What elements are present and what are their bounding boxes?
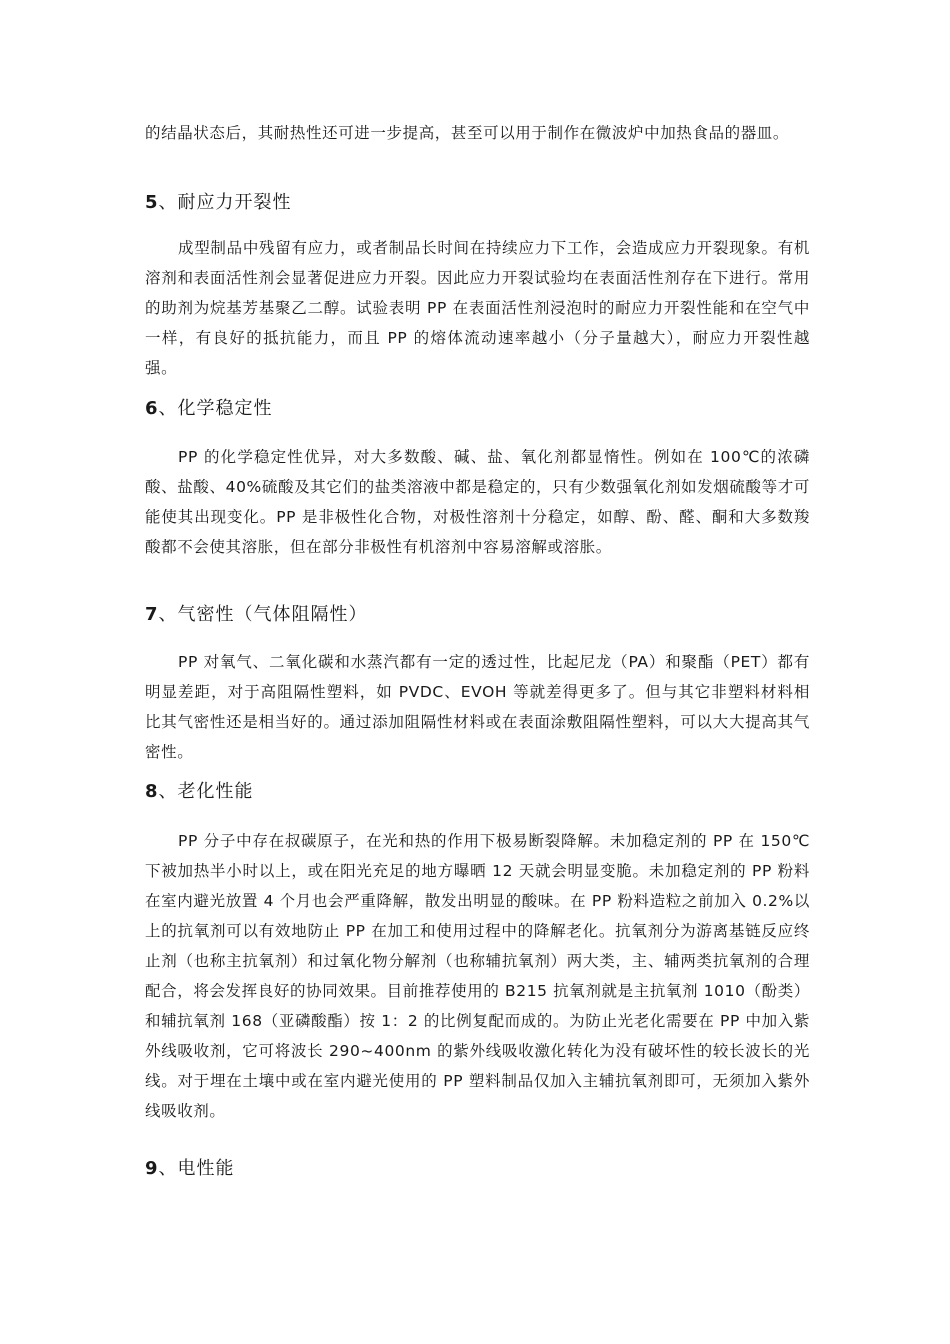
section-title: 、耐应力开裂性 [158,192,292,213]
section-number: 9 [145,1158,159,1179]
paragraph-chemical-stability: PP 的化学稳定性优异，对大多数酸、碱、盐、氧化剂都显惰性。例如在 100℃的浓磷酸、盐酸、40%硫酸及其它们的盐类溶液中都是稳定的，只有少数强氧化剂如发烟硫酸等才可能使其出现变化。PP 是非极性化合物，对极性溶剂十分稳定，如醇、酚、醛、酮和大多数羧酸都不会使其溶胀，但在部分非极性有机溶剂中容易溶解或溶胀。 [145,448,810,556]
section-heading-5 [145,188,292,218]
paragraph-stress-cracking: 成型制品中残留有应力，或者制品长时间在持续应力下工作，会造成应力开裂现象。有机溶剂和表面活性剂会显著促进应力开裂。因此应力开裂试验均在表面活性剂存在下进行。常用的助剂为烷基芳基聚乙二醇。试验表明 PP 在表面活性剂浸泡时的耐应力开裂性能和在空气中一样，有良好的抵抗能力，而且 PP 的熔体流动速率越小（分子量越大），耐应力开裂性越强。 [145,239,810,377]
paragraph-gas-barrier: PP 对氧气、二氧化碳和水蒸汽都有一定的透过性，比起尼龙（PA）和聚酯（PET）都有明显差距，对于高阻隔性塑料，如 PVDC、EVOH 等就差得更多了。但与其它非塑料材料相比其气密性还是相当好的。通过添加阻隔性材料或在表面涂敷阻隔性塑料，可以大大提高其气密性。 [145,653,810,761]
section-heading-9 [145,1154,235,1184]
paragraph-aging: PP 分子中存在叔碳原子，在光和热的作用下极易断裂降解。未加稳定剂的 PP 在 150℃下被加热半小时以上，或在阳光充足的地方曝晒 12 天就会明显变脆。未加稳定剂的 PP 粉料在室内避光放置 4 个月也会严重降解，散发出明显的酸味。在 PP 粉料造粒之前加入 0.2%以上的抗氧剂可以有效地防止 PP 在加工和使用过程中的降解老化。抗氧剂分为游离基链反应终止剂（也称主抗氧剂）和过氧化物分解剂（也称辅抗氧剂）两大类，主、辅两类抗氧剂的合理配合，将会发挥良好的协同效果。目前推荐使用的 B215 抗氧剂就是主抗氧剂 1010（酚类）和辅抗氧剂 168（亚磷酸酯）按 1：2 的比例复配而成的。为防止光老化需要在 PP 中加入紫外线吸收剂，它可将波长 290~400nm 的紫外线吸收激化转化为没有破坏性的较长波长的光线。对于埋在土壤中或在室内避光使用的 PP 塑料制品仅加入主辅抗氧剂即可，无须加入紫外线吸收剂。 [145,832,810,1120]
section-title: 、气密性（气体阻隔性） [158,604,368,625]
section-heading-8 [145,777,254,807]
section-title: 、老化性能 [158,781,254,802]
section-number: 8 [145,781,159,802]
paragraph-heat-resistance-end: 的结晶状态后，其耐热性还可进一步提高，甚至可以用于制作在微波炉中加热食品的器皿。 [145,124,790,142]
section-heading-6 [145,394,273,424]
section-title: 、电性能 [158,1158,235,1179]
section-number: 5 [145,192,159,213]
section-heading-7 [145,600,368,630]
section-number: 6 [145,398,159,419]
section-number: 7 [145,604,159,625]
section-title: 、化学稳定性 [158,398,273,419]
